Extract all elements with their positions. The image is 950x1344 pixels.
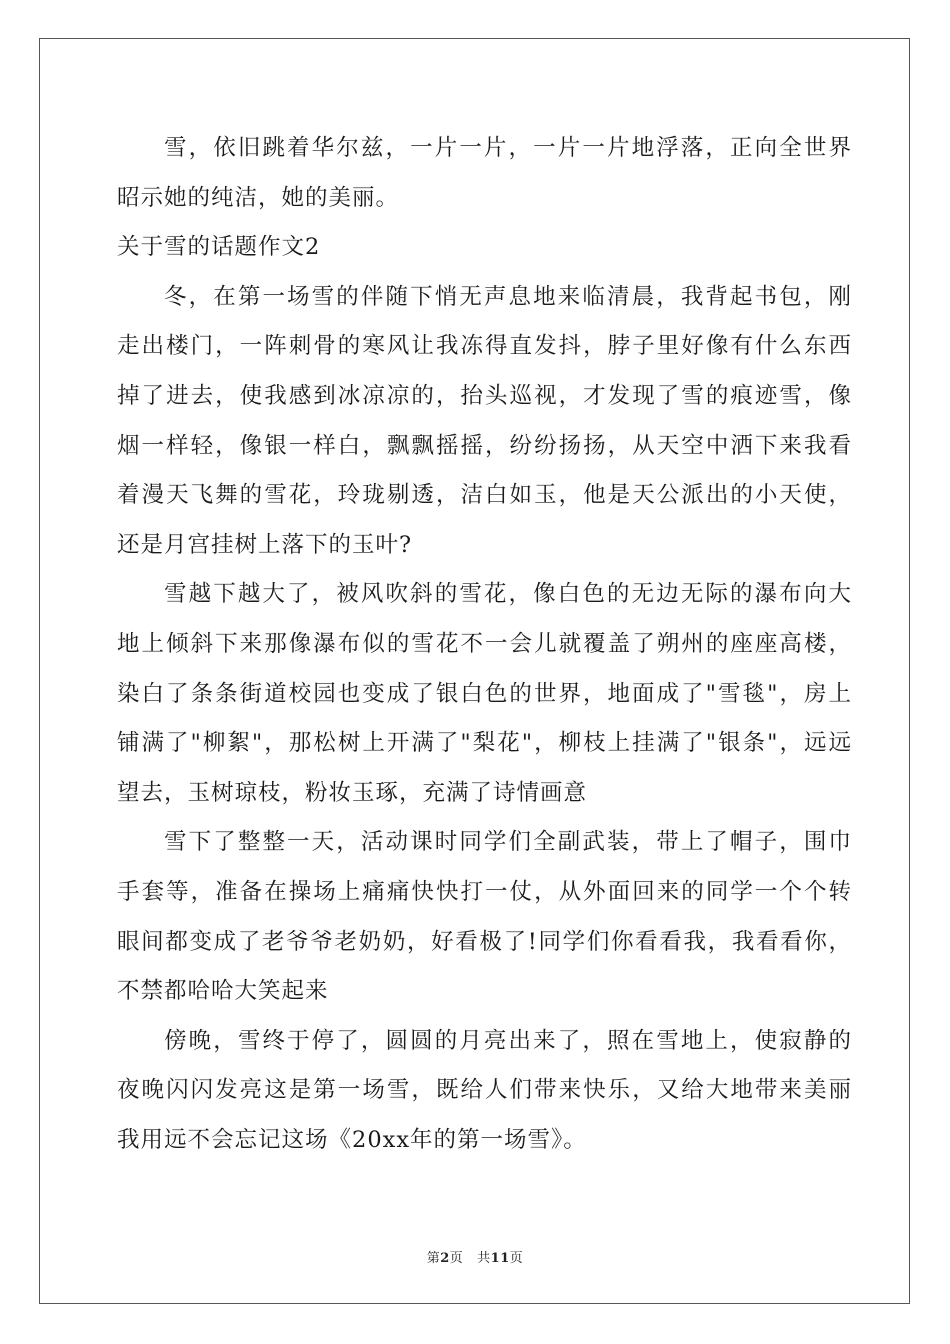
text-line: 望去，玉树琼枝，粉妆玉琢，充满了诗情画意 (117, 779, 588, 806)
text-line: 铺满了"柳絮"，那松树上开满了"梨花"，柳枝上挂满了"银条"，远远 (117, 730, 852, 757)
text-line: 昭示她的纯洁，她的美丽。 (117, 184, 400, 211)
document-body (117, 124, 852, 1165)
page-footer (0, 1247, 950, 1266)
text-line: 烟一样轻，像银一样白，飘飘摇摇，纷纷扬扬，从天空中洒下来我看 (117, 432, 852, 459)
footer-page-total: 11 (490, 1251, 510, 1266)
text-line: 关于雪的话题作文2 (117, 234, 321, 261)
footer-page-current: 2 (440, 1251, 450, 1266)
text-line: 地上倾斜下来那像瀑布似的雪花不一会儿就覆盖了朔州的座座高楼， (117, 630, 852, 657)
text-line: 雪下了整整一天，活动课时同学们全副武装，带上了帽子，围巾 (164, 829, 852, 856)
text-line: 雪越下越大了，被风吹斜的雪花，像白色的无边无际的瀑布向大 (164, 581, 852, 608)
text-line: 还是月宫挂树上落下的玉叶? (117, 531, 413, 558)
text-line: 掉了进去，使我感到冰凉凉的，抬头巡视，才发现了雪的痕迹雪，像 (117, 382, 852, 409)
text-line: 傍晚，雪终于停了，圆圆的月亮出来了，照在雪地上，使寂静的 (164, 1027, 852, 1054)
text-line: 眼间都变成了老爷爷老奶奶，好看极了!同学们你看看我，我看看你， (117, 928, 852, 955)
footer-suffix: 页 (509, 1251, 524, 1266)
text-line: 着漫天飞舞的雪花，玲珑剔透，洁白如玉，他是天公派出的小天使， (117, 482, 852, 509)
text-line: 我用远不会忘记这场《20xx年的第一场雪》。 (117, 1126, 587, 1153)
text-line: 走出楼门，一阵刺骨的寒风让我冻得直发抖，脖子里好像有什么东西 (117, 333, 852, 360)
text-line: 雪，依旧跳着华尔兹，一片一片，一片一片地浮落，正向全世界 (164, 135, 852, 161)
text-line: 夜晚闪闪发亮这是第一场雪，既给人们带来快乐，又给大地带来美丽 (117, 1077, 852, 1104)
text-line: 手套等，准备在操场上痛痛快快打一仗，从外面回来的同学一个个转 (117, 878, 852, 905)
text-line: 不禁都哈哈大笑起来 (117, 978, 329, 1005)
text-line: 冬，在第一场雪的伴随下悄无声息地来临清晨，我背起书包，刚 (164, 283, 852, 310)
text-line: 染白了条条街道校园也变成了银白色的世界，地面成了"雪毯"，房上 (117, 680, 852, 707)
footer-mid: 页 共 (449, 1251, 491, 1266)
footer-prefix: 第 (426, 1251, 441, 1266)
